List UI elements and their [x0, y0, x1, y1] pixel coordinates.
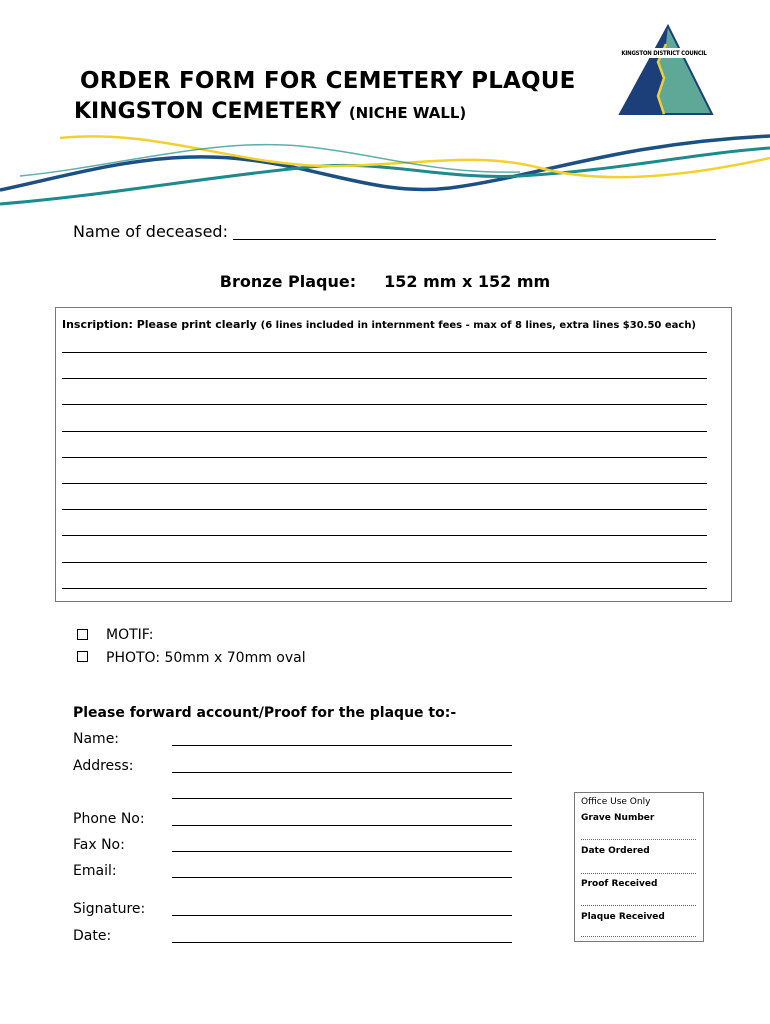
- fax-label: Fax No:: [73, 837, 125, 853]
- inscription-note: (6 lines included in internment fees - max of 8 lines, extra lines $30.50 each): [260, 320, 697, 331]
- forward-heading: Please forward account/Proof for the plaque to:-: [73, 705, 457, 721]
- cemetery-name: KINGSTON CEMETERY: [74, 99, 342, 124]
- phone-field[interactable]: [172, 825, 512, 826]
- photo-label: PHOTO: 50mm x 70mm oval: [106, 650, 306, 666]
- inscription-line[interactable]: [62, 535, 707, 536]
- inscription-line[interactable]: [62, 352, 707, 353]
- deceased-label: Name of deceased:: [73, 222, 228, 241]
- inscription-line[interactable]: [62, 378, 707, 379]
- office-use-heading: Office Use Only: [581, 797, 651, 807]
- email-label: Email:: [73, 863, 117, 879]
- form-title: ORDER FORM FOR CEMETERY PLAQUE: [80, 68, 576, 94]
- fax-field[interactable]: [172, 851, 512, 852]
- plaque-spec: [0, 272, 770, 291]
- inscription-label: Inscription: Please print clearly: [62, 318, 257, 331]
- office-field-plaque-received: Plaque Received: [581, 912, 665, 922]
- inscription-line[interactable]: [62, 509, 707, 510]
- name-label: Name:: [73, 731, 120, 747]
- council-logo: [612, 22, 716, 118]
- address-label: Address:: [73, 758, 134, 774]
- inscription-instructions: [62, 318, 696, 331]
- office-line-grave-number[interactable]: [581, 839, 696, 840]
- office-field-grave-number: Grave Number: [581, 813, 655, 823]
- signature-label: Signature:: [73, 901, 146, 917]
- address-field-line2[interactable]: [172, 798, 512, 799]
- date-label: Date:: [73, 928, 112, 944]
- signature-field[interactable]: [172, 915, 512, 916]
- office-field-proof-received: Proof Received: [581, 879, 658, 889]
- inscription-line[interactable]: [62, 588, 707, 589]
- office-field-date-ordered: Date Ordered: [581, 846, 650, 856]
- motif-label: MOTIF:: [106, 627, 154, 643]
- plaque-label: Bronze Plaque:: [219, 272, 357, 291]
- council-name: KINGSTON DISTRICT COUNCIL: [621, 50, 707, 57]
- inscription-line[interactable]: [62, 431, 707, 432]
- date-field[interactable]: [172, 942, 512, 943]
- inscription-line[interactable]: [62, 457, 707, 458]
- decorative-waves: [0, 118, 770, 213]
- office-use-box: [574, 792, 704, 942]
- phone-label: Phone No:: [73, 811, 145, 827]
- email-field[interactable]: [172, 877, 512, 878]
- photo-checkbox[interactable]: [77, 651, 88, 662]
- office-line-plaque-received[interactable]: [581, 936, 696, 937]
- name-field[interactable]: [172, 745, 512, 746]
- inscription-line[interactable]: [62, 404, 707, 405]
- motif-checkbox[interactable]: [77, 629, 88, 640]
- inscription-line[interactable]: [62, 483, 707, 484]
- cemetery-section: (NICHE WALL): [348, 104, 467, 122]
- inscription-line[interactable]: [62, 562, 707, 563]
- plaque-size: 152 mm x 152 mm: [384, 272, 551, 291]
- office-line-date-ordered[interactable]: [581, 873, 696, 874]
- address-field-line1[interactable]: [172, 772, 512, 773]
- office-line-proof-received[interactable]: [581, 905, 696, 906]
- deceased-name-field[interactable]: [233, 239, 716, 240]
